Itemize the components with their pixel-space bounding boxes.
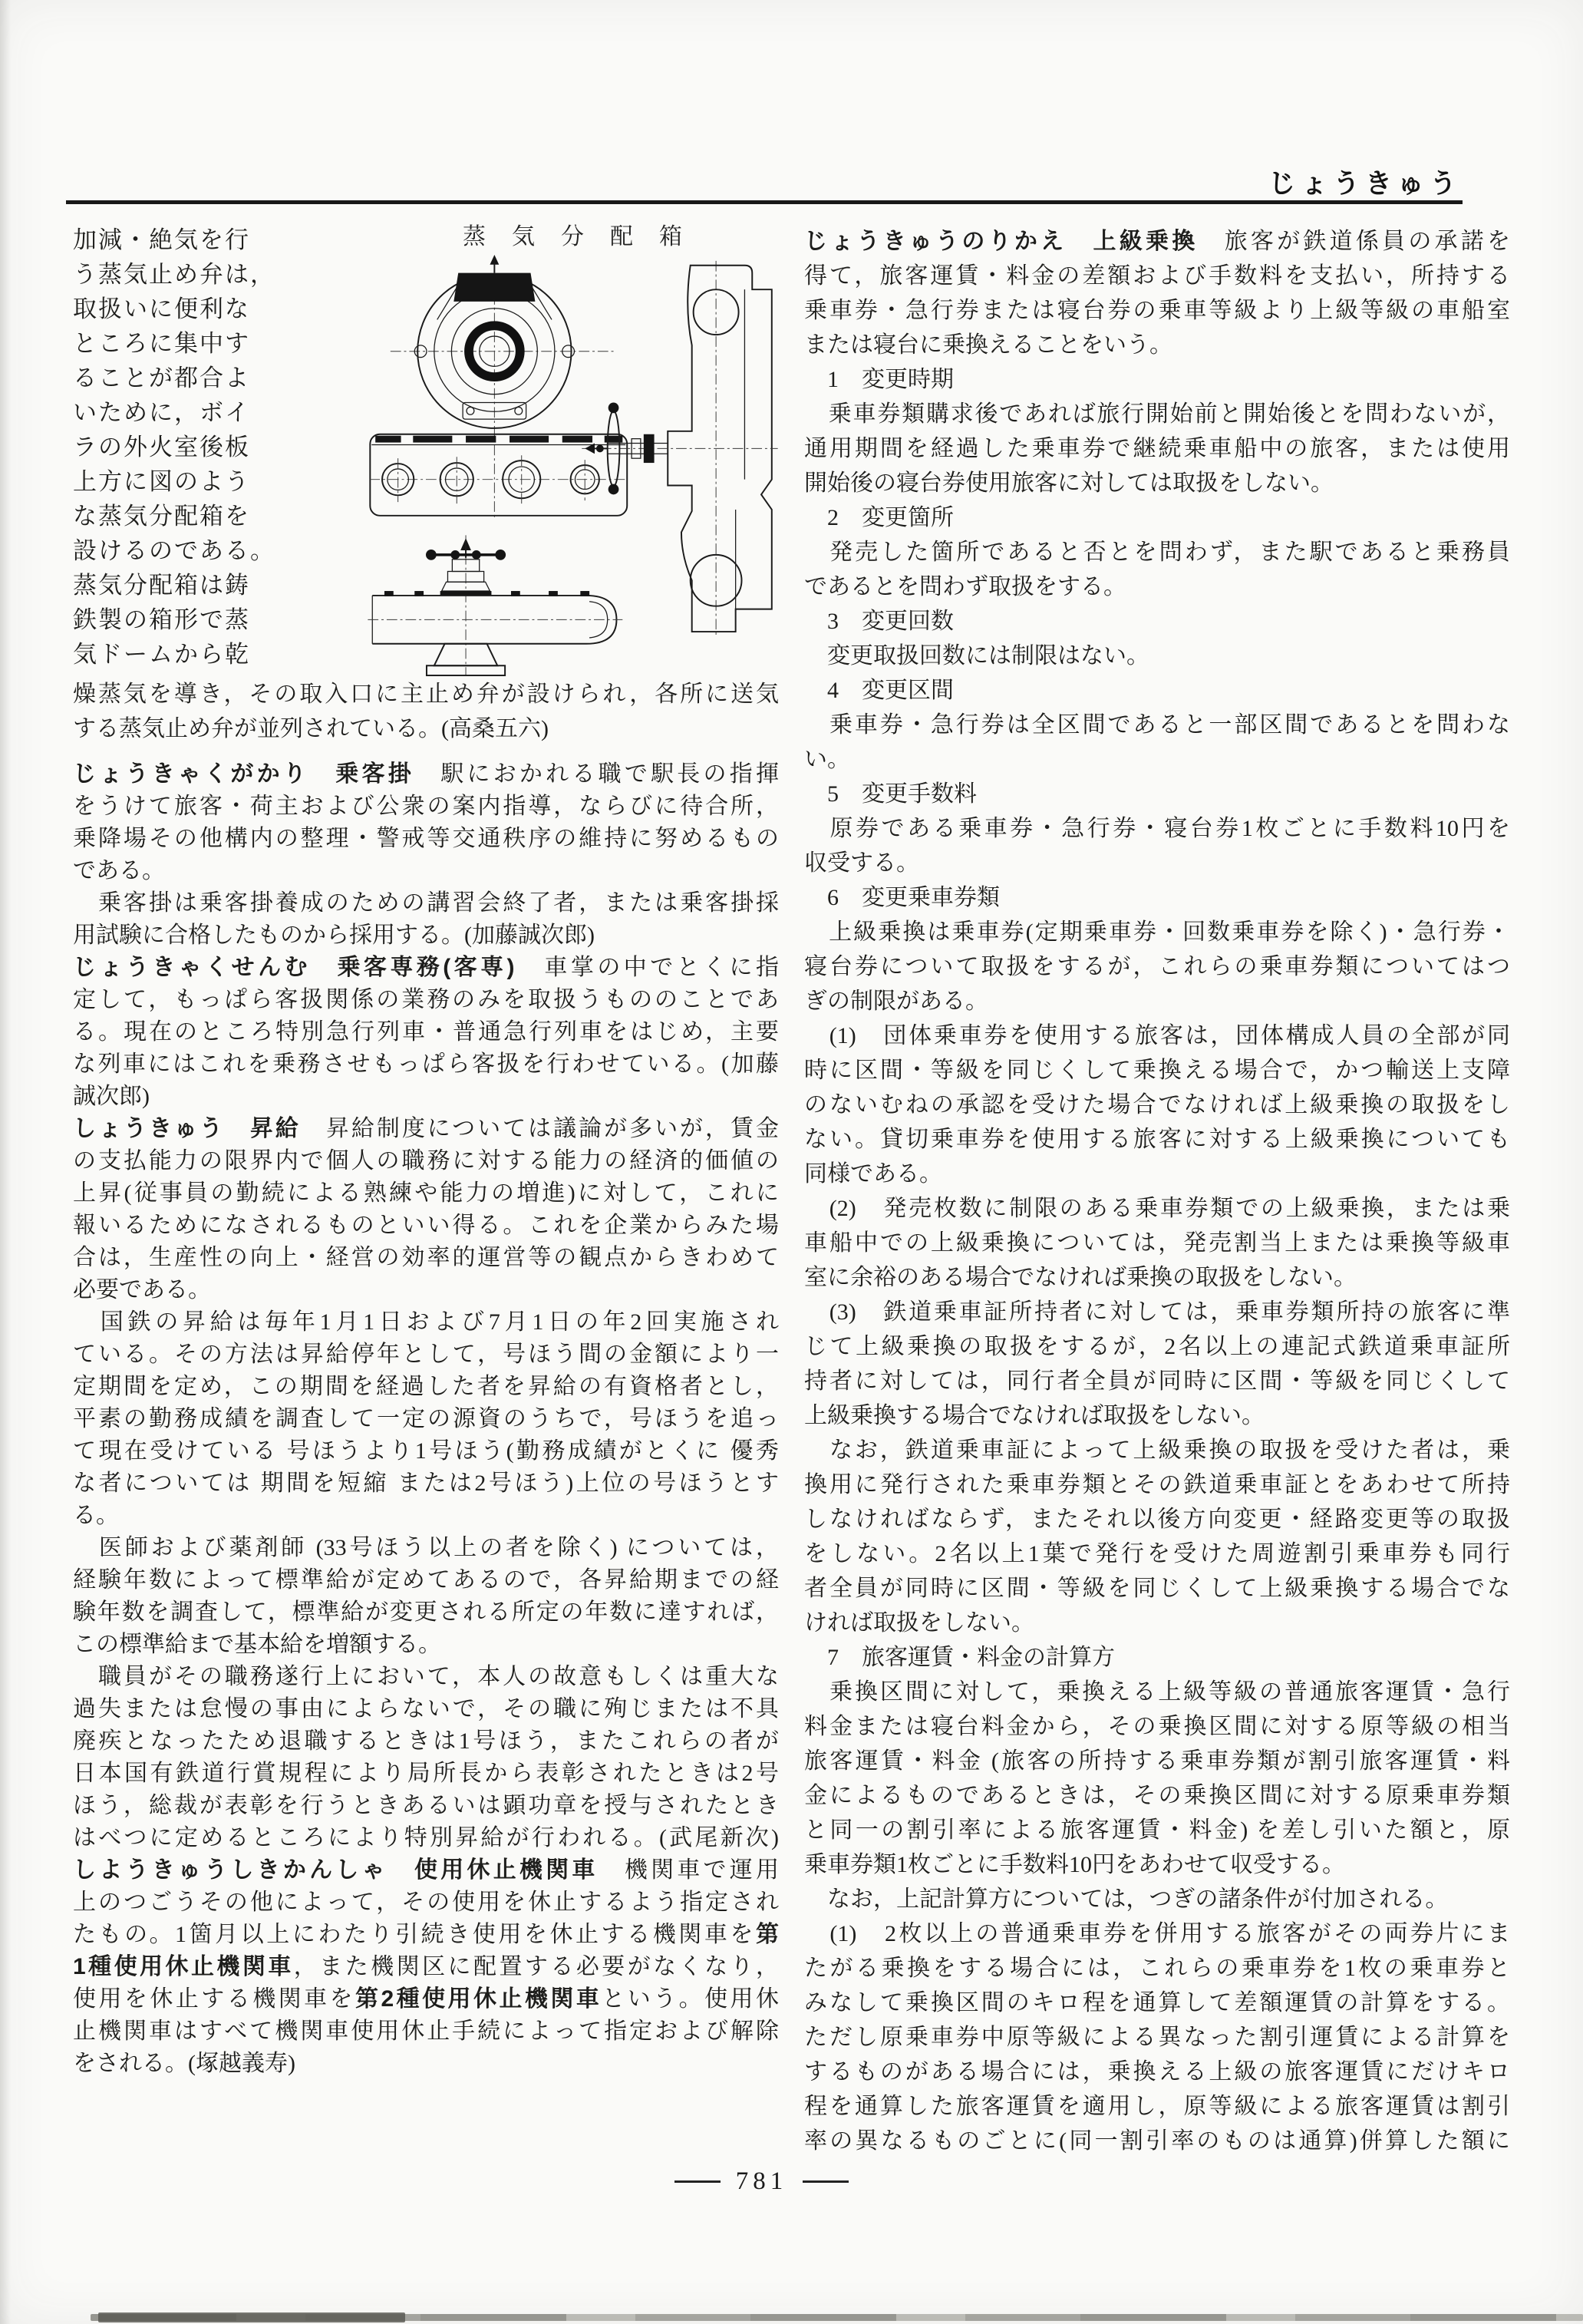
- text-line: 廃疾となったため退職するときは1号ほう，またこれらの者が: [73, 1728, 779, 1754]
- text-line: 経験年数によって標準給が定めてあるので，各昇給期までの経: [73, 1567, 779, 1593]
- text-line: と同一の割引率による旅客運賃・料金) を差し引いた額と，原: [804, 1817, 1510, 1843]
- text-line: 過失または怠慢の事由によらないで，その職に殉じまたは不具: [73, 1696, 779, 1722]
- text-line: ている。その方法は昇給停年として，号ほう間の金額により一: [73, 1342, 779, 1367]
- text-line: 率の異なるものごとに(同一割引率のものは通算)併算した額に: [804, 2128, 1510, 2154]
- text-line: みなして乗換区間のキロ程を通算して差額運賃の計算をする。: [804, 1990, 1510, 2015]
- text-line: 5 変更手数料: [804, 781, 977, 807]
- front-view-drawing: [369, 255, 627, 520]
- text-line: をされる。(塚越義寿): [73, 2051, 295, 2076]
- text-line: はべつに定めるところにより特別昇給が行われる。(武尾新次): [73, 1825, 779, 1850]
- text-line: ただし原乗車券中原等級による異なった割引運賃による計算を: [804, 2025, 1510, 2050]
- text-line: 乗車券類1枚ごとに手数料10円をあわせて収受する。: [804, 1852, 1345, 1877]
- text-line: 旅客運賃・料金 (旅客の所持する乗車券類が割引旅客運賃・料: [804, 1748, 1510, 1774]
- text-line: 同様である。: [804, 1161, 942, 1187]
- text-line: なお，上記計算方については，つぎの諸条件が付加される。: [804, 1887, 1449, 1912]
- text-line: の支払能力の限界内で個人の職務に対する能力の経済的価値の: [73, 1148, 779, 1174]
- body-text: たもの。1箇月以上にわたり引続き使用を休止する機関車を: [73, 1922, 756, 1947]
- text-line: 上昇(従事員の勤続による熟練や能力の増進)に対して，これに: [73, 1180, 779, 1206]
- body-text: 駅におかれる職で駅長の指揮: [414, 761, 779, 787]
- text-line: 乗客掛は乗客掛養成のための講習会終了者，または乗客掛採: [73, 890, 779, 916]
- text-line: 国鉄の昇給は毎年1月1日および7月1日の年2回実施され: [73, 1309, 779, 1335]
- text-line: 平素の勤務成績を調査して一定の源資のうちで，号ほうを追っ: [73, 1406, 779, 1431]
- text-line: この標準給まで基本給を増額する。: [73, 1632, 441, 1657]
- intro-full-lines: [73, 677, 779, 746]
- text-line: 報いるためになされるものといい得る。これを企業からみた場: [73, 1213, 779, 1238]
- text-line: 定期間を定め，この期間を経過した者を昇給の有資格者とし，: [73, 1374, 779, 1399]
- text-line: な者については 期間を短縮 または2号ほう)上位の号ほうとす: [73, 1471, 779, 1496]
- text-line: をうけて旅客・荷主および公衆の案内指導，ならびに待合所，: [73, 794, 779, 819]
- text-line: 室に余裕のある場合でなければ乗換の取扱をしない。: [804, 1265, 1357, 1290]
- text-line: [73, 1113, 779, 1145]
- text-line: な蒸気分配箱を: [73, 503, 250, 530]
- text-line: 程を通算した旅客運賃を適用し，原等級による旅客運賃は割引: [804, 2094, 1510, 2119]
- text-line: 得て，旅客運賃・料金の差額および手数料を支払い，所持する: [804, 263, 1510, 289]
- text-line: 日本国有鉄道行賞規程により局所長から表彰されたときは2号: [73, 1761, 779, 1786]
- text-line: のないむねの承認を受けた場合でなければ上級乗換の取扱をし: [804, 1092, 1510, 1117]
- text-line: 6 変更乗車券類: [804, 885, 1000, 910]
- page-number: [0, 2167, 1553, 2196]
- figure-caption: 蒸 気 分 配 箱: [463, 224, 684, 249]
- figure-steam-distribution-box: [368, 223, 779, 677]
- text-line: 者全員が同時に区間・等級を同じくして上級乗換する場合でな: [804, 1576, 1510, 1601]
- text-line: 上級乗換は乗車券(定期乗車券・回数乗車券を除く)・急行券・: [804, 919, 1510, 945]
- text-line: であるとを問わず取扱をする。: [804, 574, 1126, 599]
- text-line: な列車にはこれを乗務させもっぱら客扱を行わせている。(加藤: [73, 1051, 779, 1077]
- text-line: 料金または寝台料金から，その乗換区間に対する原等級の相当: [804, 1714, 1510, 1739]
- body-text: 旅客が鉄道係員の承諾を: [1198, 229, 1511, 254]
- text-line: 必要である。: [73, 1277, 211, 1302]
- text-line: [804, 224, 1510, 259]
- page-number-value: 781: [735, 2167, 788, 2195]
- text-line: (1) 2枚以上の普通乗車券を併用する旅客がその両券片にま: [804, 1921, 1510, 1946]
- side-view-drawing: [582, 261, 777, 635]
- text-line: たがる乗換をする場合には，これらの乗車券を1枚の乗車券と: [804, 1956, 1510, 1981]
- text-line: ところに集中す: [73, 330, 250, 357]
- text-line: ラの外火室後板: [73, 434, 250, 461]
- text-line: 合は，生産性の向上・経営の効率的運営等の観点からきわめて: [73, 1245, 779, 1270]
- page-number-dash-left: [674, 2180, 721, 2183]
- text-line: 乗車券・急行券または寝台券の乗車等級より上級等級の車船室: [804, 298, 1510, 323]
- text-line: をしない。2名以上1葉で発行を受けた周遊割引乗車券も同行: [804, 1541, 1510, 1566]
- text-line: 蒸気分配箱は鋳: [73, 572, 250, 599]
- text-line: (2) 発売枚数に制限のある乗車券類での上級乗換，または乗: [804, 1196, 1510, 1221]
- text-line: 3 変更回数: [804, 609, 954, 634]
- text-line: 止機関車はすべて機関車使用休止手続によって指定および解除: [73, 2019, 779, 2044]
- text-line: 定して，もっぱら客扱関係の業務のみを取扱うもののことであ: [73, 987, 779, 1012]
- text-line: 上方に図のよう: [73, 468, 250, 495]
- text-line: 用試験に合格したものから採用する。(加藤誠次郎): [73, 923, 595, 948]
- text-line: 1 変更時期: [804, 367, 954, 392]
- text-line: ぎの制限がある。: [804, 989, 988, 1014]
- text-line: 気ドームから乾: [73, 641, 250, 668]
- text-line: (3) 鉄道乗車証所持者に対しては，乗車券類所持の旅客に準: [804, 1299, 1510, 1325]
- text-line: [73, 1951, 779, 1983]
- text-line: 金によるものであるときは，その乗換区間に対する原乗車券類: [804, 1783, 1510, 1808]
- body-text: 機関車で運用: [598, 1857, 780, 1883]
- plan-view-drawing: [368, 535, 622, 675]
- text-line: 通用期間を経過した乗車券で継続乗車船中の旅客，または使用: [804, 436, 1510, 461]
- text-line: る。現在のところ特別急行列車・普通急行列車をはじめ，主要: [73, 1019, 779, 1045]
- body-text: 車掌の中でとくに指: [514, 955, 779, 980]
- text-line: なお，鉄道乗車証によって上級乗換の取扱を受けた者は，乗: [804, 1438, 1510, 1463]
- text-line: い。: [804, 747, 850, 772]
- text-line: 原券である乗車券・急行券・寝台券1枚ごとに手数料10円を: [804, 816, 1510, 841]
- text-line: 時に区間・等級を同じくして乗換える場合で，かつ輸送上支障: [804, 1058, 1510, 1083]
- text-line: 加減・絶気を行: [73, 226, 250, 253]
- page-number-dash-right: [803, 2180, 849, 2183]
- text-line: [73, 758, 779, 791]
- body-text: 使用を休止する機関車を: [73, 1986, 356, 2012]
- text-line: (1) 団体乗車券を使用する旅客は，団体構成人員の全部が同: [804, 1023, 1510, 1048]
- text-line: するものがある場合には，乗換える上級の旅客運賃にだけキロ: [804, 2059, 1510, 2085]
- text-line: 発売した箇所であると否とを問わず，また駅であると乗務員: [804, 540, 1510, 565]
- text-line: 乗換区間に対して，乗換える上級等級の普通旅客運賃・急行: [804, 1679, 1510, 1705]
- text-line: 上級乗換する場合でなければ取扱をしない。: [804, 1403, 1265, 1428]
- text-line: [73, 952, 779, 984]
- text-line: う蒸気止め弁は，: [73, 261, 275, 288]
- text-line: て現在受けている 号ほうより1号ほう(勤務成績がとくに 優秀: [73, 1438, 779, 1464]
- text-line: 乗車券類購求後であれば旅行開始前と開始後とを問わないが，: [804, 401, 1510, 427]
- text-line: 乗降場その他構内の整理・警戒等交通秩序の維持に努めるもの: [73, 826, 779, 851]
- headword: 第: [756, 1922, 779, 1947]
- text-line: 医師および薬剤師 (33号ほう以上の者を除く) については，: [73, 1535, 779, 1560]
- headword: じょうきゃくがかり 乗客掛: [73, 761, 414, 787]
- body-text: ，また機関区に配置する必要がなくなり，: [293, 1954, 780, 1979]
- text-line: る。: [73, 1503, 119, 1528]
- text-line: ることが都合よ: [73, 365, 250, 391]
- text-line: する蒸気止め弁が並列されている。(高桑五六): [73, 716, 549, 741]
- text-line: 職員がその職務遂行上において，本人の故意もしくは重大な: [73, 1664, 779, 1689]
- text-line: 換用に発行された乗車券類とその鉄道乗車証とをあわせて所持: [804, 1472, 1510, 1497]
- text-line: 燥蒸気を導き，その取入口に主止め弁が設けられ，各所に送気: [73, 682, 779, 707]
- text-line: 4 変更区間: [804, 678, 954, 703]
- header-rule: [66, 200, 1463, 204]
- text-line: 誠次郎): [73, 1084, 150, 1109]
- text-line: 開始後の寝台券使用旅客に対しては取扱をしない。: [804, 470, 1334, 496]
- body-text: 昇給制度については議論が多いが，賃金: [300, 1116, 780, 1141]
- text-line: [73, 1919, 779, 1951]
- text-line: 上のつごうその他によって，その使用を休止するよう指定され: [73, 1890, 779, 1915]
- left-entries: [73, 758, 779, 2080]
- text-line: である。: [73, 858, 165, 883]
- body-text: という。使用休: [602, 1986, 780, 2012]
- text-line: 寝台券について取扱をするが，これらの乗車券類についてはつ: [804, 954, 1510, 979]
- headword: 1種使用休止機関車: [73, 1954, 294, 1979]
- text-line: 持者に対しては，同行者全員が同時に区間・等級を同じくして: [804, 1368, 1510, 1394]
- headword: じょうきゅうのりかえ 上級乗換: [804, 229, 1199, 254]
- text-line: ければ取扱をしない。: [804, 1610, 1034, 1636]
- text-line: 収受する。: [804, 850, 919, 876]
- text-line: 7 旅客運賃・料金の計算方: [804, 1645, 1115, 1670]
- headword: しようきゅうしきかんしゃ 使用休止機関車: [73, 1857, 599, 1883]
- headword: しょうきゅう 昇給: [73, 1116, 301, 1141]
- text-line: 乗車券・急行券は全区間であると一部区間であるとを問わな: [804, 712, 1510, 738]
- text-line: または寝台に乗換えることをいう。: [804, 332, 1172, 358]
- text-line: 験年数を調査して，標準給が変更される所定の年数に達すれば，: [73, 1599, 779, 1625]
- text-line: 取扱いに便利な: [73, 295, 250, 322]
- scan-edge-shadow: [98, 2312, 405, 2322]
- text-line: いために，ボイ: [73, 399, 250, 426]
- text-line: 2 変更箇所: [804, 505, 954, 530]
- right-column: [804, 224, 1510, 2158]
- headword: じょうきゃくせんむ 乗客専務(客専): [73, 955, 515, 980]
- left-column: [73, 223, 779, 2080]
- text-line: 鉄製の箱形で蒸: [73, 606, 250, 633]
- intro-section: [73, 223, 779, 677]
- text-line: ほう，総裁が表彰を行うときあるいは顕功章を授与されたとき: [73, 1793, 779, 1818]
- text-line: [73, 1854, 779, 1887]
- text-line: 設けるのである。: [73, 537, 275, 564]
- headword: 第2種使用休止機関車: [355, 1986, 602, 2012]
- intro-text: [73, 223, 363, 672]
- text-line: しなければならず，またそれ以後方向変更・経路変更等の取扱: [804, 1507, 1510, 1532]
- text-line: [73, 1983, 779, 2015]
- running-head: じょうきゅう: [1268, 169, 1462, 199]
- text-line: じて上級乗換の取扱をするが，2名以上の連記式鉄道乗車証所: [804, 1334, 1510, 1359]
- text-line: ない。貸切乗車券を使用する旅客に対する上級乗換についても: [804, 1127, 1510, 1152]
- text-line: 変更取扱回数には制限はない。: [804, 643, 1149, 668]
- text-line: 車船中での上級乗換については，発売割当上または乗換等級車: [804, 1230, 1510, 1256]
- technical-drawing: [368, 255, 779, 677]
